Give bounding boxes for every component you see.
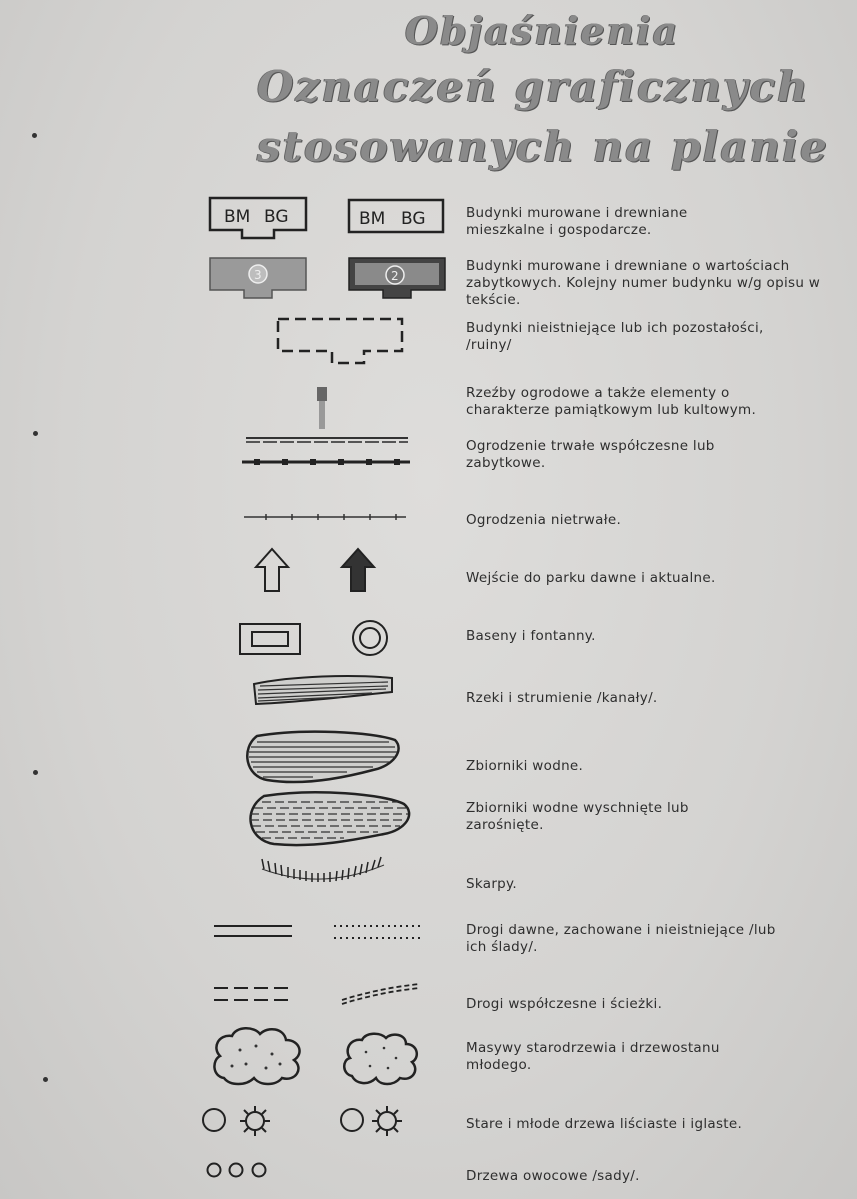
fountain-symbol bbox=[350, 618, 390, 658]
permanent-fence-symbol bbox=[240, 432, 412, 468]
margin-dot bbox=[43, 1077, 48, 1082]
legend-text-5: Ogrodzenie trwałe współczesne lub zabytkowe. bbox=[466, 438, 715, 471]
path-symbol bbox=[340, 982, 422, 1004]
legend-text-2: Budynki murowane i drewniane o wartościach zabytkowych. Kolejny numer budynku w/g opisu w tekście. bbox=[466, 258, 821, 308]
legend-text-16: Stare i młode drzewa liściaste i iglaste. bbox=[466, 1116, 743, 1132]
legend-text-15: Masywy starodrzewia i drzewostanu młodego. bbox=[466, 1040, 720, 1073]
sculpture-symbol bbox=[313, 385, 333, 435]
legend-text-14: Drogi współczesne i ścieżki. bbox=[466, 996, 663, 1012]
legend-text-4: Rzeźby ogrodowe a także elementy o charakterze pamiątkowym lub kultowym. bbox=[466, 385, 757, 418]
margin-dot bbox=[32, 133, 37, 138]
young-tree-mass-symbol bbox=[340, 1030, 420, 1086]
legend-text-6: Ogrodzenia nietrwałe. bbox=[466, 512, 622, 528]
legend-text-17: Drzewa owocowe /sady/. bbox=[466, 1168, 640, 1184]
legend-text-1: Budynki murowane i drewniane mieszkalne i gospodarcze. bbox=[466, 205, 688, 238]
bg-label: BG bbox=[264, 207, 289, 227]
title-line-2: Oznaczeń graficznych bbox=[257, 62, 810, 111]
bg-label: BG bbox=[401, 209, 426, 229]
old-tree-mass-symbol bbox=[210, 1024, 306, 1088]
legend-text-10: Zbiorniki wodne. bbox=[466, 758, 584, 774]
escarpment-symbol bbox=[258, 855, 388, 891]
building-number-3: 3 bbox=[254, 268, 262, 282]
legend-text-9: Rzeki i strumienie /kanały/. bbox=[466, 690, 658, 706]
bm-label: BM bbox=[359, 209, 386, 229]
nonexistent-road-symbol bbox=[332, 922, 424, 942]
building-symbol-outline bbox=[208, 196, 308, 242]
legend-text-12: Skarpy. bbox=[466, 876, 517, 892]
bm-label: BM bbox=[224, 207, 251, 227]
ruins-symbol bbox=[276, 317, 406, 367]
modern-road-symbol bbox=[212, 984, 294, 1004]
margin-dot bbox=[33, 431, 38, 436]
young-coniferous-tree-icon bbox=[370, 1104, 404, 1138]
old-deciduous-tree-icon bbox=[200, 1106, 228, 1134]
current-entrance-arrow-icon bbox=[340, 547, 376, 593]
water-reservoir-symbol bbox=[243, 730, 403, 786]
historic-building-symbol bbox=[208, 256, 308, 300]
legend-text-3: Budynki nieistniejące lub ich pozostałości, /ruiny/ bbox=[466, 320, 764, 353]
fruit-tree-symbol bbox=[204, 1160, 270, 1180]
legend-text-7: Wejście do parku dawne i aktualne. bbox=[466, 570, 716, 586]
building-number-2: 2 bbox=[391, 269, 399, 283]
title-line-3: stosowanych na planie bbox=[257, 122, 829, 171]
legend-text-11: Zbiorniki wodne wyschnięte lub zarośnięte. bbox=[466, 800, 689, 833]
temporary-fence-symbol bbox=[242, 510, 408, 524]
legend-text-13: Drogi dawne, zachowane i nieistniejące /lub ich ślady/. bbox=[466, 922, 776, 955]
margin-dot bbox=[33, 770, 38, 775]
old-coniferous-tree-icon bbox=[238, 1104, 272, 1138]
dried-reservoir-symbol bbox=[244, 790, 414, 850]
young-deciduous-tree-icon bbox=[338, 1106, 366, 1134]
pool-symbol bbox=[238, 622, 302, 656]
old-road-symbol bbox=[212, 922, 294, 942]
historic-building-symbol-dark bbox=[347, 256, 447, 300]
former-entrance-arrow-icon bbox=[254, 547, 290, 593]
river-symbol bbox=[252, 672, 394, 708]
building-symbol-plain bbox=[347, 198, 445, 234]
legend-text-8: Baseny i fontanny. bbox=[466, 628, 596, 644]
title-line-1: Objaśnienia bbox=[405, 8, 680, 53]
